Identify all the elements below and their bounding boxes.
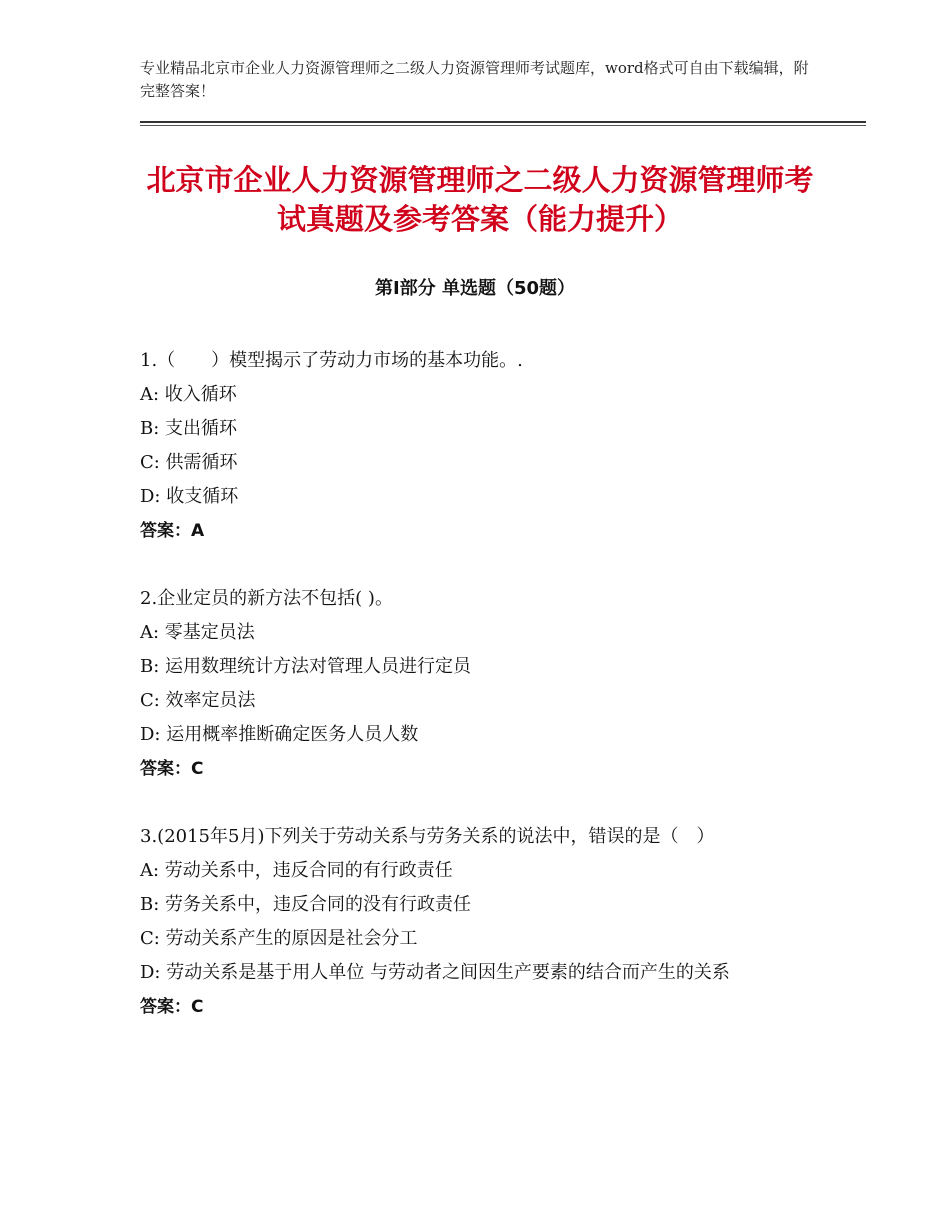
option-b: B: 支出循环 <box>140 418 238 439</box>
document-title: 北京市企业人力资源管理师之二级人力资源管理师考试真题及参考答案（能力提升） <box>146 163 814 236</box>
option-b: B: 运用数理统计方法对管理人员进行定员 <box>140 656 472 677</box>
question-text: 1.（ ）模型揭示了劳动力市场的基本功能。. <box>140 350 523 371</box>
answer: 答案：C <box>140 759 204 779</box>
header-rule-thin <box>140 125 866 126</box>
header-rule-thick <box>140 121 866 123</box>
option-d: D: 收支循环 <box>140 486 239 507</box>
option-a: A: 劳动关系中，违反合同的有行政责任 <box>140 860 453 881</box>
section-title: 第Ⅰ部分 单选题（50题） <box>374 278 575 299</box>
option-d: D: 运用概率推断确定医务人员人数 <box>140 724 419 745</box>
option-a: A: 收入循环 <box>140 384 237 405</box>
option-a: A: 零基定员法 <box>140 622 255 643</box>
header-note: 专业精品北京市企业人力资源管理师之二级人力资源管理师考试题库，word格式可自由下载编辑，附完整答案！ <box>140 59 809 100</box>
question-list <box>140 344 820 1058</box>
question-3 <box>140 820 820 1024</box>
question-2 <box>140 582 820 786</box>
option-c: C: 效率定员法 <box>140 690 256 711</box>
question-1 <box>140 344 820 548</box>
option-c: C: 供需循环 <box>140 452 238 473</box>
question-text: 2.企业定员的新方法不包括( )。 <box>140 588 393 609</box>
option-d: D: 劳动关系是基于用人单位 与劳动者之间因生产要素的结合而产生的关系 <box>140 962 730 983</box>
answer: 答案：C <box>140 997 204 1017</box>
option-c: C: 劳动关系产生的原因是社会分工 <box>140 928 418 949</box>
option-b: B: 劳务关系中，违反合同的没有行政责任 <box>140 894 472 915</box>
question-text: 3.(2015年5月)下列关于劳动关系与劳务关系的说法中，错误的是（ ） <box>140 826 715 847</box>
answer: 答案：A <box>140 521 205 541</box>
